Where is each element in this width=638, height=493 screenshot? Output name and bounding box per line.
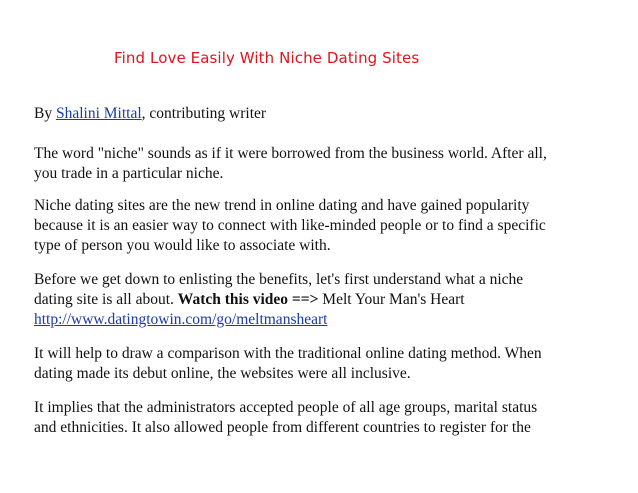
paragraph-4-line-2: dating made its debut online, the websites were all inclusive. [34, 365, 411, 382]
paragraph-3-line-2-suffix: Melt Your Man's Heart [318, 291, 465, 308]
paragraph-2-line-1: Niche dating sites are the new trend in online dating and have gained popularity [34, 197, 530, 214]
video-link[interactable]: http://www.datingtowin.com/go/meltmansheart [34, 311, 328, 328]
paragraph-3-line-2 [34, 290, 619, 310]
paragraph-5 [34, 398, 619, 438]
byline-prefix: By [34, 105, 56, 122]
paragraph-1-line-1: The word "niche" sounds as if it were borrowed from the business world. After all, [34, 145, 547, 162]
watch-video-callout: Watch this video ==> [177, 291, 319, 308]
paragraph-4-line-1: It will help to draw a comparison with the traditional online dating method. When [34, 345, 542, 362]
byline-suffix: , contributing writer [141, 105, 267, 122]
paragraph-1-line-2: you trade in a particular niche. [34, 165, 224, 182]
article-title: Find Love Easily With Niche Dating Sites [114, 49, 420, 67]
paragraph-1 [34, 144, 619, 184]
author-link[interactable]: Shalini Mittal [55, 105, 142, 122]
paragraph-4 [34, 344, 619, 384]
paragraph-5-line-2: and ethnicities. It also allowed people from different countries to register for the [34, 419, 531, 436]
paragraph-2 [34, 196, 619, 256]
paragraph-2-line-2: because it is an easier way to connect with like-minded people or to find a specific [34, 217, 546, 234]
paragraph-3-line-1: Before we get down to enlisting the benefits, let's first understand what a niche [34, 271, 524, 288]
byline [34, 104, 619, 124]
paragraph-3 [34, 270, 619, 330]
paragraph-3-line-2-prefix: dating site is all about. [34, 291, 178, 308]
paragraph-5-line-1: It implies that the administrators accepted people of all age groups, marital status [34, 399, 538, 416]
paragraph-2-line-3: type of person you would like to associate with. [34, 237, 331, 254]
